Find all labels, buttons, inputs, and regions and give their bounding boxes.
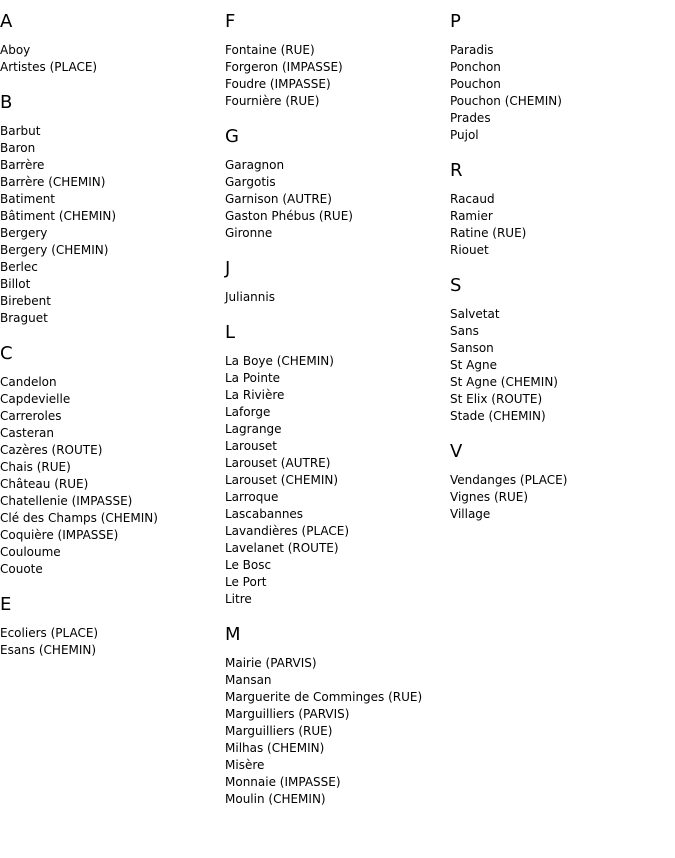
street-name: Batiment <box>0 192 56 206</box>
letter-section <box>225 322 450 608</box>
street-name: Pouchon (CHEMIN) <box>450 94 562 108</box>
section-letter-heading: E <box>0 594 12 615</box>
letter-section <box>225 11 450 110</box>
section-letter-heading: R <box>450 160 463 181</box>
section-letter-heading: C <box>0 343 13 364</box>
street-name: Couote <box>0 562 43 576</box>
street-name: Pouchon <box>450 77 501 91</box>
street-name: Larouset (CHEMIN) <box>225 473 339 487</box>
street-name: Fontaine (RUE) <box>225 43 315 57</box>
street-name: Cazères (ROUTE) <box>0 443 103 457</box>
street-list <box>0 42 225 76</box>
street-name: Milhas (CHEMIN) <box>225 741 325 755</box>
street-name: Marguerite de Comminges (RUE) <box>225 690 423 704</box>
street-name: Barrère <box>0 158 45 172</box>
street-name: Clé des Champs (CHEMIN) <box>0 511 158 525</box>
street-index-column-3 <box>450 0 675 539</box>
street-name: Mansan <box>225 673 272 687</box>
street-name: Aboy <box>0 43 31 57</box>
street-name: Juliannis <box>225 290 275 304</box>
street-list <box>225 353 450 608</box>
street-name: Chatellenie (IMPASSE) <box>0 494 133 508</box>
street-name: Larroque <box>225 490 279 504</box>
street-list <box>450 42 675 144</box>
street-name: St Agne <box>450 358 497 372</box>
street-name: Braguet <box>0 311 48 325</box>
section-letter-heading: P <box>450 11 461 32</box>
street-name: St Elix (ROUTE) <box>450 392 543 406</box>
letter-section <box>225 126 450 242</box>
street-name: Ramier <box>450 209 493 223</box>
street-list <box>0 625 225 659</box>
street-name: Garagnon <box>225 158 285 172</box>
letter-section <box>450 275 675 425</box>
street-name: Le Bosc <box>225 558 272 572</box>
street-name: Ratine (RUE) <box>450 226 527 240</box>
street-index-column-2 <box>225 0 450 824</box>
letter-section <box>225 258 450 306</box>
street-name: Lavelanet (ROUTE) <box>225 541 339 555</box>
street-name: Riouet <box>450 243 489 257</box>
street-name: Sans <box>450 324 479 338</box>
section-letter-heading: M <box>225 624 241 645</box>
street-name: Vendanges (PLACE) <box>450 473 568 487</box>
street-name: Vignes (RUE) <box>450 490 529 504</box>
street-name: Mairie (PARVIS) <box>225 656 317 670</box>
street-name: Laforge <box>225 405 271 419</box>
street-name: Stade (CHEMIN) <box>450 409 546 423</box>
section-letter-heading: G <box>225 126 239 147</box>
street-name: Carreroles <box>0 409 62 423</box>
section-letter-heading: V <box>450 441 463 462</box>
street-name: Chais (RUE) <box>0 460 71 474</box>
street-list <box>0 123 225 327</box>
letter-section <box>450 11 675 144</box>
letter-section <box>0 92 225 327</box>
street-name: Birebent <box>0 294 51 308</box>
street-name: Paradis <box>450 43 494 57</box>
letter-section <box>450 160 675 259</box>
street-name: Garnison (AUTRE) <box>225 192 332 206</box>
street-name: Couloume <box>0 545 61 559</box>
street-name: Misère <box>225 758 265 772</box>
section-letter-heading: S <box>450 275 462 296</box>
street-name: Gargotis <box>225 175 276 189</box>
street-name: Casteran <box>0 426 54 440</box>
street-name: Ponchon <box>450 60 501 74</box>
street-list <box>450 472 675 523</box>
street-name: Barrère (CHEMIN) <box>0 175 106 189</box>
street-name: Foudre (IMPASSE) <box>225 77 331 91</box>
street-name: Fournière (RUE) <box>225 94 320 108</box>
street-name: Racaud <box>450 192 495 206</box>
street-name: Marguilliers (PARVIS) <box>225 707 350 721</box>
street-name: Château (RUE) <box>0 477 89 491</box>
street-name: Artistes (PLACE) <box>0 60 98 74</box>
street-name: La Pointe <box>225 371 281 385</box>
street-name: Lagrange <box>225 422 282 436</box>
street-name: Pujol <box>450 128 479 142</box>
street-name: Baron <box>0 141 36 155</box>
street-name: Prades <box>450 111 491 125</box>
street-name: Ecoliers (PLACE) <box>0 626 99 640</box>
street-name: Gironne <box>225 226 273 240</box>
street-name: Berlec <box>0 260 38 274</box>
section-letter-heading: A <box>0 11 13 32</box>
street-name: Bergery <box>0 226 48 240</box>
letter-section <box>450 441 675 523</box>
street-list <box>450 191 675 259</box>
street-name: Sanson <box>450 341 494 355</box>
street-name: Bergery (CHEMIN) <box>0 243 109 257</box>
street-list <box>225 42 450 110</box>
street-name: Esans (CHEMIN) <box>0 643 97 657</box>
section-letter-heading: J <box>225 258 231 279</box>
letter-section <box>0 343 225 578</box>
street-name: Marguilliers (RUE) <box>225 724 333 738</box>
street-name: Gaston Phébus (RUE) <box>225 209 353 223</box>
street-name: Candelon <box>0 375 57 389</box>
street-index-column-1 <box>0 0 225 675</box>
letter-section <box>0 11 225 76</box>
street-name: Salvetat <box>450 307 500 321</box>
street-name: Capdevielle <box>0 392 71 406</box>
street-name: Le Port <box>225 575 267 589</box>
street-name: Moulin (CHEMIN) <box>225 792 326 806</box>
street-name: Village <box>450 507 491 521</box>
street-name: Bâtiment (CHEMIN) <box>0 209 117 223</box>
section-letter-heading: F <box>225 11 236 32</box>
section-letter-heading: B <box>0 92 13 113</box>
street-name: St Agne (CHEMIN) <box>450 375 558 389</box>
street-name: La Boye (CHEMIN) <box>225 354 334 368</box>
street-name: Litre <box>225 592 252 606</box>
street-list <box>225 655 450 808</box>
letter-section <box>225 624 450 808</box>
letter-section <box>0 594 225 659</box>
section-letter-heading: L <box>225 322 236 343</box>
street-name: Forgeron (IMPASSE) <box>225 60 343 74</box>
street-name: Lascabannes <box>225 507 304 521</box>
street-list <box>225 157 450 242</box>
street-name: Monnaie (IMPASSE) <box>225 775 341 789</box>
street-name: Barbut <box>0 124 41 138</box>
street-name: Larouset (AUTRE) <box>225 456 331 470</box>
street-name: Larouset <box>225 439 277 453</box>
street-list <box>0 374 225 578</box>
street-list <box>450 306 675 425</box>
street-name: La Rivière <box>225 388 285 402</box>
street-list <box>225 289 450 306</box>
street-name: Lavandières (PLACE) <box>225 524 350 538</box>
street-name: Billot <box>0 277 31 291</box>
street-name: Coquière (IMPASSE) <box>0 528 119 542</box>
